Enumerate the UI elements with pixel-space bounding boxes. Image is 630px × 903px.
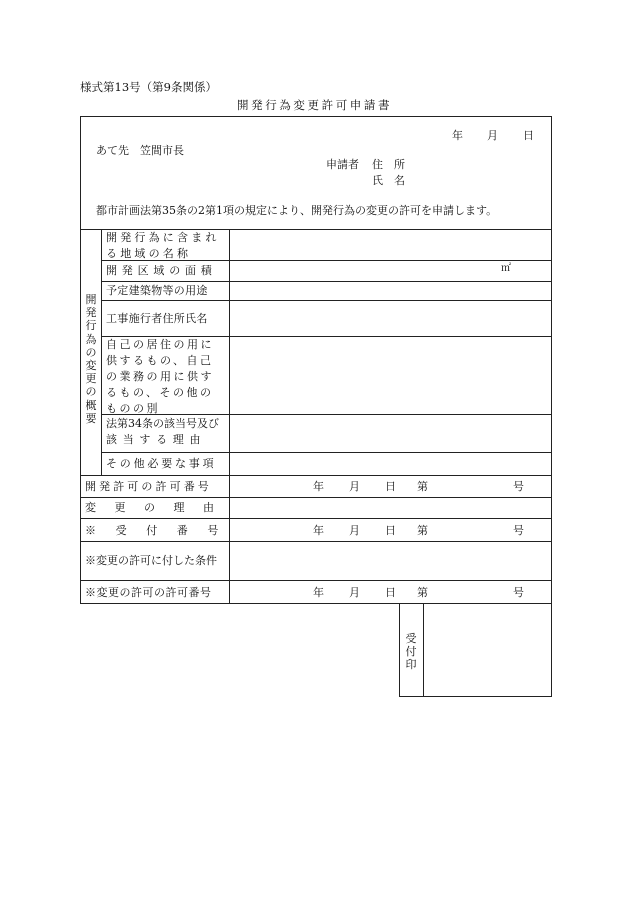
form-number: 様式第13号（第9条関係） (80, 80, 217, 94)
row-label-self-use: 自己の居住の用に供するもの、自己の業務の用に供するもの、その他のものの別 (106, 338, 214, 415)
vline-stamp-inner (423, 603, 424, 697)
applicant-label: 申請者 (326, 158, 359, 171)
vline-stamp-left (399, 603, 400, 697)
address-label: 住 所 (372, 158, 405, 171)
summary-vertical-label: 開 発 行 為 の 変 更 の 概 要 (85, 293, 97, 425)
receipt-month: 月 (349, 524, 360, 537)
change-permit-year: 年 (313, 586, 324, 599)
name-label: 氏 名 (372, 174, 405, 187)
receipt-dai: 第 (417, 524, 428, 537)
hline-receipt (80, 541, 552, 542)
row-label-art34-1: 法第34条の該当号及び (106, 417, 219, 430)
change-permit-month: 月 (349, 586, 360, 599)
change-permit-go: 号 (513, 586, 524, 599)
hline-stamp-bottom (399, 696, 552, 697)
permit-dai: 第 (417, 480, 428, 493)
row-label-conditions: ※変更の許可に付した条件 (85, 554, 217, 567)
hline-table-bottom (80, 603, 552, 604)
statement: 都市計画法第35条の2第1項の規定により、開発行為の変更の許可を申請します。 (96, 204, 498, 217)
border-right (551, 116, 552, 697)
permit-day: 日 (385, 480, 396, 493)
row-label-building-use: 予定建築物等の用途 (106, 284, 208, 297)
row-label-other: その他必要な事項 (106, 457, 217, 470)
row-label-permit-number: 開発許可の許可番号 (85, 480, 212, 493)
hline-summary-bottom (80, 475, 552, 476)
header-year: 年 (452, 129, 463, 142)
unit-m2: ㎡ (501, 263, 511, 274)
permit-year: 年 (313, 480, 324, 493)
hline-row6 (101, 452, 552, 453)
hline-conditions (80, 580, 552, 581)
row-label-change-permit-number: ※変更の許可の許可番号 (85, 586, 212, 599)
stamp-vertical-label: 受 付 印 (405, 632, 417, 671)
permit-month: 月 (349, 480, 360, 493)
hline-row3 (101, 300, 552, 301)
row-label-change-reason: 変更の理由 (85, 501, 233, 514)
vline-summary-col (101, 229, 102, 475)
receipt-day: 日 (385, 524, 396, 537)
hline-reason (80, 518, 552, 519)
row-label-contractor: 工事施行者住所氏名 (106, 312, 208, 325)
change-permit-day: 日 (385, 586, 396, 599)
vline-label-col (229, 229, 230, 604)
row-label-area-name: 開発行為に含まれる地域の名称 (106, 231, 220, 260)
hline-row2 (101, 281, 552, 282)
hline-permit (80, 497, 552, 498)
form-title: 開発行為変更許可申請書 (237, 98, 393, 112)
header-month: 月 (487, 129, 498, 142)
border-left (80, 116, 81, 604)
border-top (80, 116, 552, 117)
change-permit-dai: 第 (417, 586, 428, 599)
header-day: 日 (523, 129, 534, 142)
receipt-year: 年 (313, 524, 324, 537)
row-label-receipt-number: ※受付番号 (85, 524, 238, 537)
addressee: あて先 笠間市長 (96, 144, 184, 157)
row-label-art34-2: 該当する理由 (106, 433, 207, 446)
receipt-go: 号 (513, 524, 524, 537)
permit-go: 号 (513, 480, 524, 493)
row-label-area-size: 開発区域の面積 (106, 264, 217, 277)
